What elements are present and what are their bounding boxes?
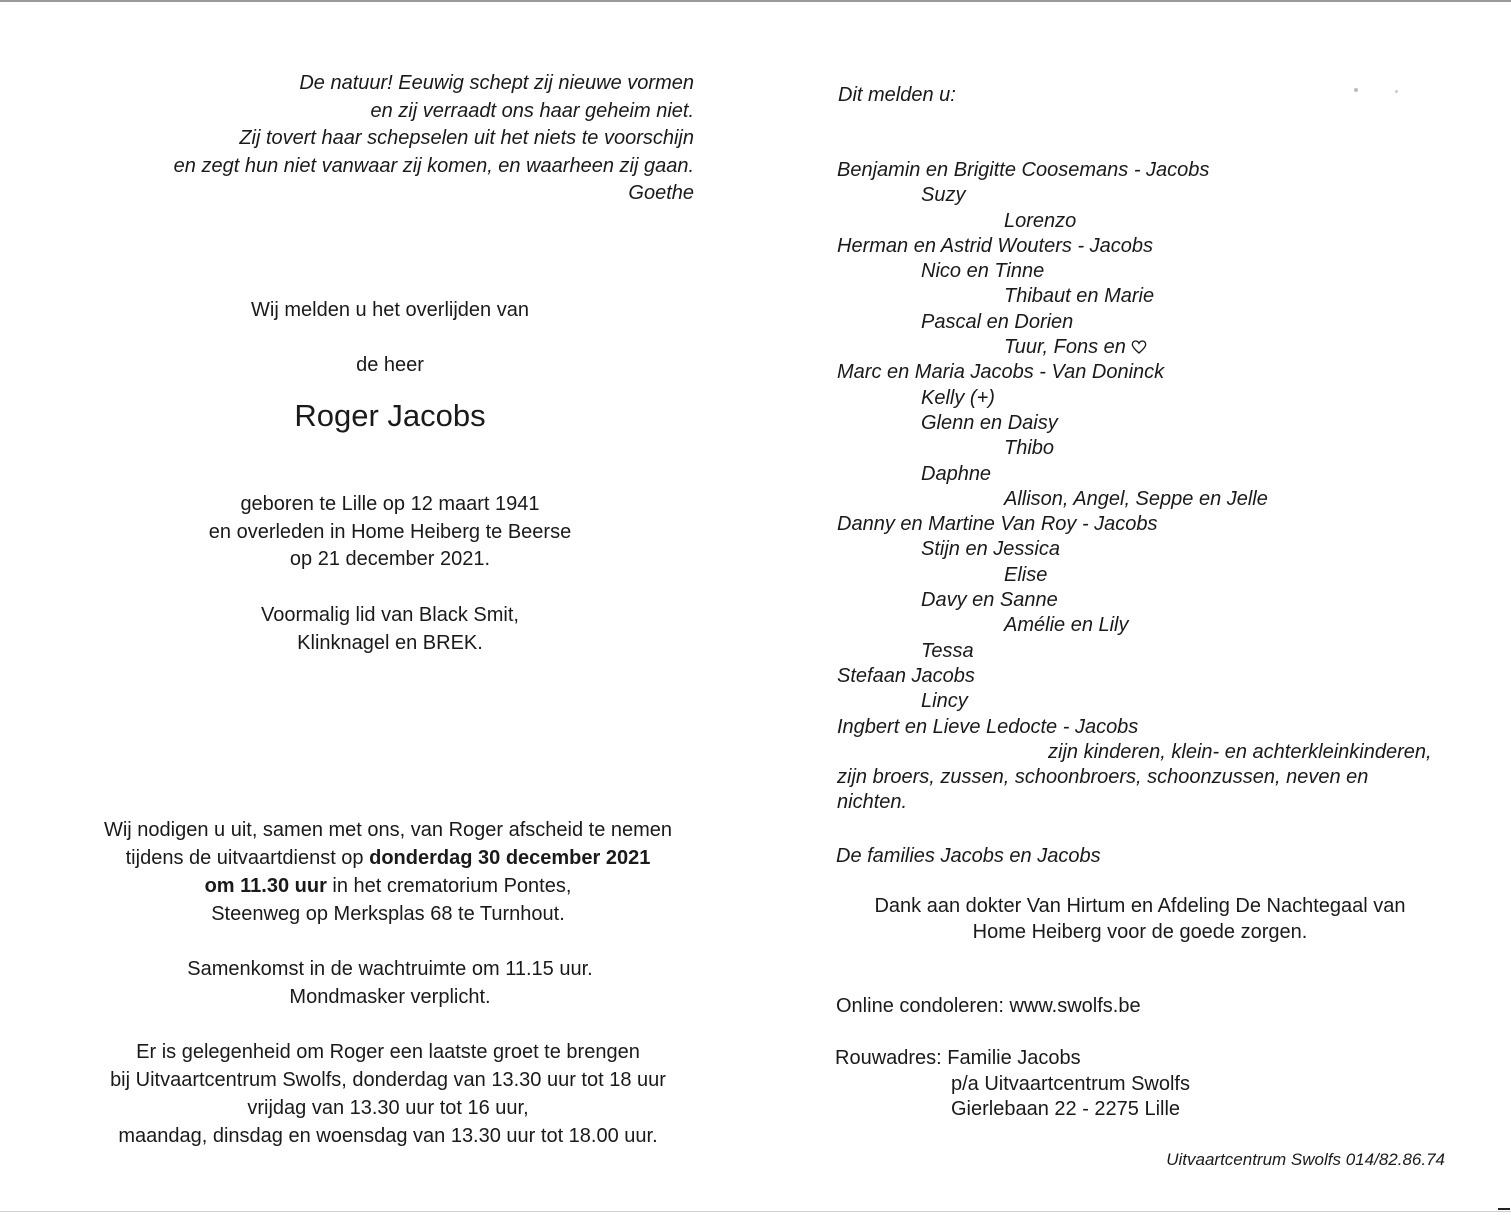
announcement-intro: Wij melden u het overlijden van <box>251 299 529 321</box>
birth-line: geboren te Lille op 12 maart 1941 <box>240 493 540 515</box>
family-entry-text: Stefaan Jacobs <box>837 664 975 687</box>
death-place-line: en overleden in Home Heiberg te Beerse <box>208 520 572 543</box>
visitation-line: bij Uitvaartcentrum Swolfs, donderdag van 13.30 uur tot 18 uur <box>110 1069 666 1091</box>
address-line: p/a Uitvaartcentrum Swolfs <box>951 1072 1190 1095</box>
family-entry <box>837 158 1432 183</box>
family-entry <box>837 588 1432 613</box>
announcement-title: de heer <box>356 354 424 376</box>
family-entry-text: Elise <box>1004 563 1048 586</box>
mourning-address <box>835 1046 1190 1123</box>
heart-outline-icon <box>1131 339 1147 355</box>
family-entry <box>837 740 1432 765</box>
family-entry-text: Davy en Sanne <box>921 589 1058 612</box>
thanks-line: Home Heiberg voor de goede zorgen. <box>972 920 1308 943</box>
family-entry <box>837 386 1432 411</box>
death-date-line: op 21 december 2021. <box>289 548 491 570</box>
family-entry <box>837 639 1432 664</box>
address-label: Rouwadres: <box>835 1047 948 1069</box>
family-entry-text: Marc en Maria Jacobs - Van Doninck <box>837 361 1165 384</box>
address-name: Familie Jacobs <box>947 1047 1081 1069</box>
family-entry <box>837 689 1432 714</box>
poem-line: en zij verraadt ons haar geheim niet. <box>370 99 694 122</box>
family-entry <box>837 209 1432 234</box>
family-entry <box>837 335 1432 360</box>
families-line: De families Jacobs en Jacobs <box>836 845 1101 867</box>
visitation-line: maandag, dinsdag en woensdag van 13.30 uur tot 18.00 uur. <box>118 1125 658 1147</box>
birth-death-info <box>90 491 690 574</box>
invitation-line: Wij nodigen u uit, samen met ons, van Roger afscheid te nemen <box>103 819 673 841</box>
family-entry <box>837 259 1432 284</box>
family-entry-text: Daphne <box>921 462 992 485</box>
membership-info <box>90 602 690 657</box>
family-entry <box>837 234 1432 259</box>
family-entry-text: Nico en Tinne <box>921 260 1045 283</box>
family-entry-text: Thibo <box>1004 437 1055 460</box>
family-entry <box>837 411 1432 436</box>
funeral-home-footer: Uitvaartcentrum Swolfs 014/82.86.74 <box>1166 1150 1445 1169</box>
visitation-line: vrijdag van 13.30 uur tot 16 uur, <box>247 1097 529 1119</box>
invitation-text: in het crematorium Pontes, <box>326 875 572 897</box>
scan-speck <box>1395 90 1398 93</box>
family-entry-text: nichten. <box>837 791 908 814</box>
membership-line: Klinknagel en BREK. <box>297 631 483 654</box>
family-entry <box>837 310 1432 335</box>
family-entry-text: Pascal en Dorien <box>921 310 1074 333</box>
family-entry <box>837 462 1432 487</box>
family-entry <box>837 563 1432 588</box>
invitation-block <box>88 816 688 928</box>
poem-quote <box>174 70 694 208</box>
scan-speck <box>1354 88 1358 92</box>
family-entry-text: Herman en Astrid Wouters - Jacobs <box>837 234 1154 257</box>
deceased-name: Roger Jacobs <box>294 398 486 433</box>
family-entry <box>837 183 1432 208</box>
gathering-info <box>90 956 690 1011</box>
family-entry <box>837 613 1432 638</box>
poem-line: De natuur! Eeuwig schept zij nieuwe vormen <box>299 72 694 94</box>
family-entry <box>837 360 1432 385</box>
thanks-note <box>830 894 1450 945</box>
top-border-line <box>0 0 1511 2</box>
family-entry <box>837 436 1432 461</box>
family-entry-text: Benjamin en Brigitte Coosemans - Jacobs <box>837 159 1210 181</box>
family-entry <box>837 487 1432 512</box>
family-entry <box>837 284 1432 309</box>
family-entry-text: Thibaut en Marie <box>1004 285 1155 308</box>
family-entry-text: Amélie en Lily <box>1004 614 1129 637</box>
poem-line: en zegt hun niet vanwaar zij komen, en waarheen zij gaan. <box>173 154 694 177</box>
service-date: donderdag 30 december 2021 <box>369 847 651 869</box>
membership-line: Voormalig lid van Black Smit, <box>261 604 519 626</box>
family-entry-text: zijn kinderen, klein- en achterkleinkinderen, <box>1048 740 1432 763</box>
service-time: om 11.30 uur <box>204 875 327 897</box>
mask-notice: Mondmasker verplicht. <box>289 985 491 1008</box>
visitation-line: Er is gelegenheid om Roger een laatste groet te brengen <box>136 1041 640 1063</box>
address-line <box>835 1046 1190 1072</box>
gathering-line: Samenkomst in de wachtruimte om 11.15 uur. <box>187 958 593 980</box>
family-entry <box>837 765 1432 790</box>
invitation-text: tijdens de uitvaartdienst op <box>125 847 370 869</box>
corner-mark <box>1498 1208 1510 1210</box>
family-entry-text: Stijn en Jessica <box>921 538 1060 561</box>
family-entry-text: Glenn en Daisy <box>921 411 1058 434</box>
family-entry <box>837 715 1432 740</box>
family-entry-text: Tessa <box>921 639 974 662</box>
family-entry-text: Lorenzo <box>1004 209 1077 232</box>
invitation-line <box>88 872 688 900</box>
bottom-border-line <box>0 1211 1511 1212</box>
thanks-line: Dank aan dokter Van Hirtum en Afdeling De Nachtegaal van <box>874 895 1406 917</box>
family-entry <box>837 664 1432 689</box>
address-line: Gierlebaan 22 - 2275 Lille <box>951 1098 1181 1120</box>
family-list <box>837 158 1432 816</box>
family-entry <box>837 537 1432 562</box>
family-entry-text: zijn broers, zussen, schoonbroers, schoonzussen, neven en <box>837 766 1369 789</box>
family-entry <box>837 512 1432 537</box>
family-entry-text: Ingbert en Lieve Ledocte - Jacobs <box>837 715 1139 738</box>
family-entry-text: Danny en Martine Van Roy - Jacobs <box>837 513 1158 536</box>
invitation-line: Steenweg op Merksplas 68 te Turnhout. <box>211 903 565 925</box>
family-entry-text: Allison, Angel, Seppe en Jelle <box>1004 487 1268 510</box>
family-entry-text: Kelly (+) <box>921 386 995 409</box>
family-entry-text: Lincy <box>921 690 968 713</box>
family-entry-text: Tuur, Fons en <box>1004 336 1126 359</box>
visitation-info <box>88 1038 688 1150</box>
family-heading: Dit melden u: <box>838 84 956 106</box>
invitation-line <box>88 844 688 872</box>
online-condolence: Online condoleren: www.swolfs.be <box>836 995 1141 1017</box>
poem-author: Goethe <box>628 182 694 204</box>
family-entry <box>837 790 1432 815</box>
family-entry-text: Suzy <box>921 184 966 207</box>
poem-line: Zij tovert haar schepselen uit het niets te voorschijn <box>239 127 694 149</box>
